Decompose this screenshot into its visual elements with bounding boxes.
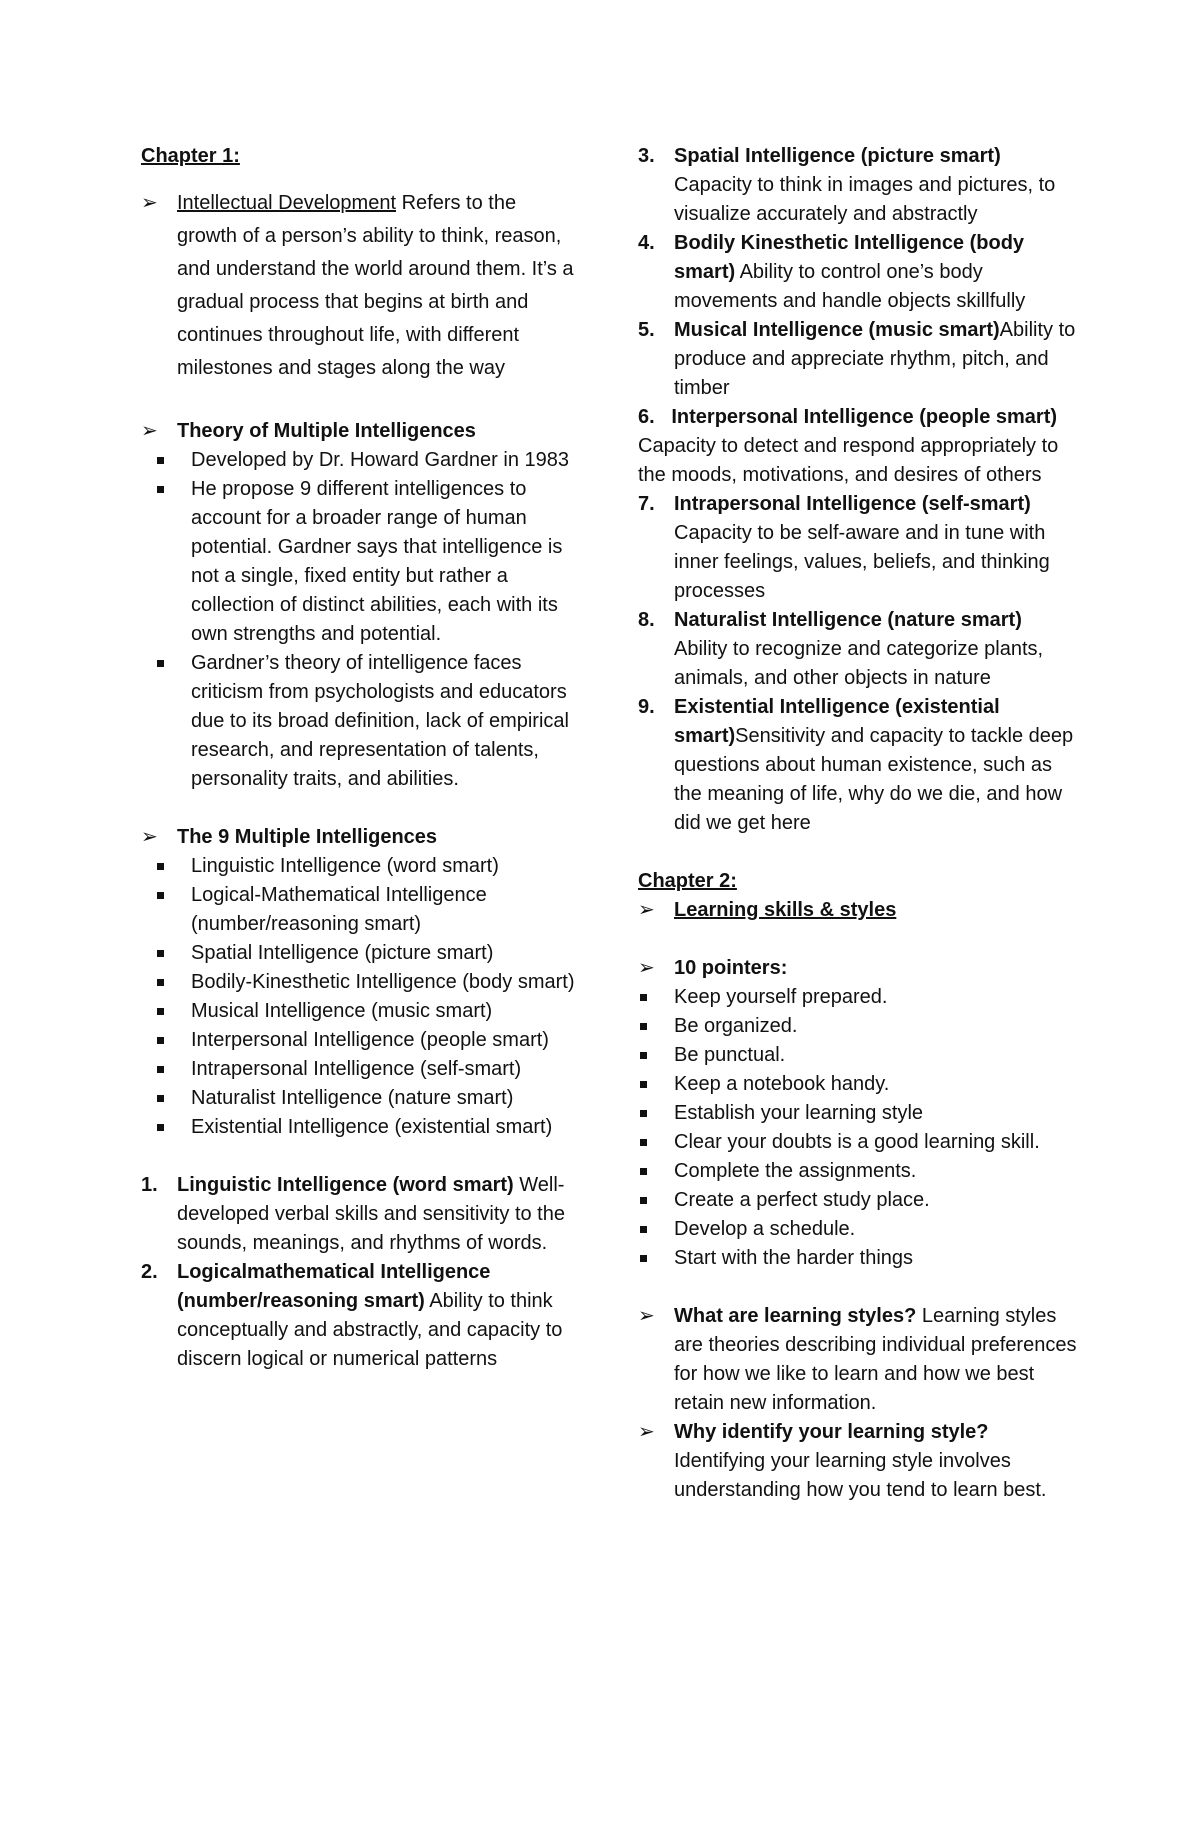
chapter-1-heading: Chapter 1: — [141, 145, 240, 167]
item-title: Logicalmathematical Intelligence (number/reasoning smart) — [177, 1261, 491, 1312]
item-text: Ability to recognize and categorize plants, animals, and other objects in nature — [674, 638, 1044, 689]
item-text: Ability to control one’s body movements and handle objects skillfully — [674, 261, 1026, 312]
square-bullet-icon — [157, 457, 164, 464]
square-bullet-icon — [640, 1081, 647, 1088]
nine-intelligences-heading-item — [141, 823, 581, 852]
square-bullet-icon — [640, 1255, 647, 1262]
arrow-bullet-icon: ➢ — [638, 1421, 655, 1443]
item-number: 7. — [638, 493, 655, 515]
bullet-text: Spatial Intelligence (picture smart) — [191, 942, 494, 964]
right-column — [638, 142, 1078, 1505]
item-number: 6. — [638, 406, 655, 428]
item-number: 8. — [638, 609, 655, 631]
numbered-item-9 — [638, 693, 1078, 838]
list-item — [141, 475, 581, 649]
bullet-text: Interpersonal Intelligence (people smart) — [191, 1029, 549, 1051]
learning-heading-item — [638, 896, 1078, 925]
list-item — [141, 649, 581, 794]
list-item — [141, 852, 581, 881]
list-item — [141, 1026, 581, 1055]
intellectual-development-item — [141, 187, 581, 385]
bullet-text: Create a perfect study place. — [674, 1189, 930, 1211]
item-title: Interpersonal Intelligence (people — [671, 406, 991, 428]
square-bullet-icon — [640, 1023, 647, 1030]
what-learning-styles-item — [638, 1302, 1078, 1418]
square-bullet-icon — [157, 892, 164, 899]
square-bullet-icon — [640, 1110, 647, 1117]
bullet-text: Bodily-Kinesthetic Intelligence (body smart) — [191, 971, 575, 993]
bullet-text: Developed by Dr. Howard Gardner in 1983 — [191, 449, 569, 471]
square-bullet-icon — [640, 994, 647, 1001]
chapter-2-heading: Chapter 2: — [638, 870, 737, 892]
list-item — [141, 1055, 581, 1084]
list-item — [141, 939, 581, 968]
item-text: Well-developed verbal skills and sensitivity to the sounds, meanings, and rhythms of words. — [177, 1174, 565, 1254]
bullet-text: Gardner’s theory of intelligence faces criticism from psychologists and educators due to its broad definition, lack of empirical research, and representation of talents, personality traits, and abilities. — [191, 652, 569, 790]
item-number: 2. — [141, 1261, 158, 1283]
bullet-text: Naturalist Intelligence (nature smart) — [191, 1087, 514, 1109]
intellectual-development-term: Intellectual Development — [177, 192, 397, 214]
item-number: 1. — [141, 1174, 158, 1196]
bullet-text: He propose 9 different intelligences to account for a broader range of human potential. Gardner says that intelligence is not a single, fixed entity but rather a collection of distinct abilities, each with its own strengths and potential. — [191, 478, 563, 645]
bullet-text: Establish your learning style — [674, 1102, 924, 1124]
bullet-text: Clear your doubts is a good learning skill. — [674, 1131, 1040, 1153]
item-text: Capacity to detect and respond appropriately to the moods, motivations, and desires of others — [638, 435, 1059, 486]
item-number: 5. — [638, 319, 655, 341]
nine-intelligences-heading: The 9 Multiple Intelligences — [177, 826, 438, 848]
list-item — [141, 1113, 581, 1142]
bullet-text: Keep a notebook handy. — [674, 1073, 890, 1095]
item-title: Existential Intelligence (existential smart) — [674, 696, 1000, 747]
theory-bullets — [141, 446, 581, 794]
square-bullet-icon — [157, 660, 164, 667]
arrow-bullet-icon: ➢ — [638, 899, 655, 921]
bullet-text: Keep yourself prepared. — [674, 986, 888, 1008]
square-bullet-icon — [157, 1095, 164, 1102]
square-bullet-icon — [157, 1008, 164, 1015]
square-bullet-icon — [157, 1124, 164, 1131]
pointers-heading-item — [638, 954, 1078, 983]
list-item — [638, 1215, 1078, 1244]
arrow-bullet-icon: ➢ — [638, 957, 655, 979]
intellectual-development-text: Refers to the growth of a person’s ability to think, reason, and understand the world around them. It’s a gradual process that begins at birth and continues throughout life, with different milestones and stages along the way — [177, 192, 574, 379]
list-item — [141, 968, 581, 997]
square-bullet-icon — [640, 1139, 647, 1146]
arrow-bullet-icon: ➢ — [141, 192, 158, 214]
arrow-bullet-icon: ➢ — [141, 420, 158, 442]
square-bullet-icon — [157, 1037, 164, 1044]
list-item — [638, 1070, 1078, 1099]
what-question: What are learning styles? — [674, 1305, 917, 1327]
bullet-text: Be punctual. — [674, 1044, 786, 1066]
list-item — [141, 446, 581, 475]
bullet-text: Intrapersonal Intelligence (self-smart) — [191, 1058, 522, 1080]
bullet-text: Existential Intelligence (existential smart) — [191, 1116, 553, 1138]
item-title: Spatial Intelligence (picture smart) — [674, 145, 1001, 167]
item-number: 9. — [638, 696, 655, 718]
square-bullet-icon — [157, 863, 164, 870]
numbered-item-6 — [638, 403, 1078, 490]
square-bullet-icon — [157, 486, 164, 493]
item-title: Intrapersonal Intelligence (self-smart) — [674, 493, 1031, 515]
item-text: Capacity to think in images and pictures, to visualize accurately and abstractly — [674, 174, 1056, 225]
numbered-item-8 — [638, 606, 1078, 693]
item-text: Ability to think conceptually and abstractly, and capacity to discern logical or numerical patterns — [177, 1290, 563, 1370]
list-item — [638, 983, 1078, 1012]
item-title: Bodily Kinesthetic Intelligence (body smart) — [674, 232, 1025, 283]
numbered-item-2 — [141, 1258, 581, 1374]
list-item — [141, 997, 581, 1026]
numbered-item-3 — [638, 142, 1078, 229]
item-title: Musical Intelligence (music smart) — [674, 319, 1000, 341]
item-title: Naturalist Intelligence (nature smart) — [674, 609, 1022, 631]
pointers-heading: 10 pointers: — [674, 957, 788, 979]
item-text: Sensitivity and capacity to tackle deep questions about human existence, such as the meaning of life, why do we die, and how did we get here — [674, 725, 1074, 834]
numbered-item-4 — [638, 229, 1078, 316]
why-identify-item — [638, 1418, 1078, 1505]
item-text: Ability to produce and appreciate rhythm, pitch, and timber — [674, 319, 1076, 399]
numbered-item-5 — [638, 316, 1078, 403]
theory-heading-item — [141, 417, 581, 446]
item-number: 4. — [638, 232, 655, 254]
bullet-text: Logical-Mathematical Intelligence (number/reasoning smart) — [191, 884, 487, 935]
square-bullet-icon — [640, 1052, 647, 1059]
theory-heading: Theory of Multiple Intelligences — [177, 420, 476, 442]
bullet-text: Musical Intelligence (music smart) — [191, 1000, 493, 1022]
bullet-text: Develop a schedule. — [674, 1218, 856, 1240]
bullet-text: Complete the assignments. — [674, 1160, 917, 1182]
square-bullet-icon — [157, 950, 164, 957]
square-bullet-icon — [640, 1168, 647, 1175]
numbered-item-7 — [638, 490, 1078, 606]
list-item — [638, 1041, 1078, 1070]
what-answer: Learning styles are theories describing individual preferences for how we like to learn and how we best retain new information. — [674, 1305, 1077, 1414]
pointers-bullets — [638, 983, 1078, 1273]
bullet-text: Linguistic Intelligence (word smart) — [191, 855, 499, 877]
arrow-bullet-icon: ➢ — [141, 826, 158, 848]
bullet-text: Start with the harder things — [674, 1247, 914, 1269]
list-item — [638, 1244, 1078, 1273]
list-item — [141, 1084, 581, 1113]
list-item — [638, 1099, 1078, 1128]
why-question: Why identify your learning style? — [674, 1421, 989, 1443]
list-item — [141, 881, 581, 939]
numbered-item-1 — [141, 1171, 581, 1258]
learning-skills-heading: Learning skills & styles — [674, 899, 897, 921]
square-bullet-icon — [640, 1197, 647, 1204]
list-item — [638, 1186, 1078, 1215]
item-title: Linguistic Intelligence (word smart) — [177, 1174, 514, 1196]
why-answer: Identifying your learning style involves understanding how you tend to learn best. — [674, 1450, 1047, 1501]
left-column — [141, 142, 581, 1374]
list-item — [638, 1128, 1078, 1157]
nine-intelligences-bullets — [141, 852, 581, 1142]
item-title-continued: smart) — [995, 406, 1058, 428]
bullet-text: Be organized. — [674, 1015, 798, 1037]
list-item — [638, 1012, 1078, 1041]
item-text: Capacity to be self-aware and in tune with inner feelings, values, beliefs, and thinking processes — [674, 522, 1050, 602]
arrow-bullet-icon: ➢ — [638, 1305, 655, 1327]
list-item — [638, 1157, 1078, 1186]
square-bullet-icon — [157, 1066, 164, 1073]
square-bullet-icon — [157, 979, 164, 986]
square-bullet-icon — [640, 1226, 647, 1233]
item-number: 3. — [638, 145, 655, 167]
